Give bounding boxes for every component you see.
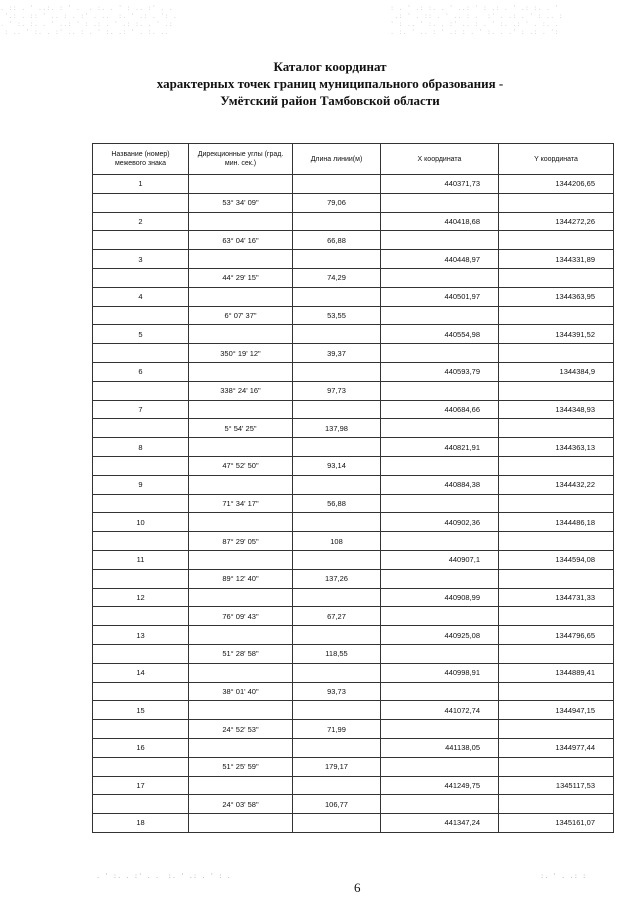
- table-row-segment: [93, 381, 614, 400]
- title-line-3: Умётский район Тамбовской области: [220, 93, 440, 108]
- direction-angle-empty: [189, 362, 293, 381]
- table-row-segment: [93, 494, 614, 513]
- direction-angle-empty: [189, 287, 293, 306]
- table-row-point: [93, 513, 614, 532]
- direction-angle-empty: [189, 814, 293, 833]
- point-name: 12: [93, 588, 189, 607]
- point-name: 3: [93, 250, 189, 269]
- y-coordinate-empty: [499, 193, 614, 212]
- point-name-empty: [93, 682, 189, 701]
- point-name-empty: [93, 268, 189, 287]
- table-row-point: [93, 400, 614, 419]
- line-length: 93,73: [293, 682, 381, 701]
- line-length: 39,37: [293, 344, 381, 363]
- line-length-empty: [293, 663, 381, 682]
- line-length: 79,06: [293, 193, 381, 212]
- x-coordinate: 440907,1: [381, 550, 499, 569]
- line-length-empty: [293, 475, 381, 494]
- x-coordinate-empty: [381, 644, 499, 663]
- line-length: 93,14: [293, 456, 381, 475]
- table-row-segment: [93, 720, 614, 739]
- line-length-empty: [293, 550, 381, 569]
- y-coordinate: 1344206,65: [499, 175, 614, 194]
- direction-angle-empty: [189, 438, 293, 457]
- table-body: [93, 175, 614, 833]
- line-length-empty: [293, 400, 381, 419]
- line-length-empty: [293, 626, 381, 645]
- table-row-segment: [93, 306, 614, 325]
- header-x-coordinate: X координата: [381, 144, 499, 175]
- header-point-name: Название (номер) межевого знака: [93, 144, 189, 175]
- x-coordinate-empty: [381, 456, 499, 475]
- line-length-empty: [293, 287, 381, 306]
- x-coordinate: 440908,99: [381, 588, 499, 607]
- y-coordinate-empty: [499, 607, 614, 626]
- direction-angle-empty: [189, 776, 293, 795]
- point-name-empty: [93, 757, 189, 776]
- x-coordinate-empty: [381, 419, 499, 438]
- x-coordinate: 440925,08: [381, 626, 499, 645]
- scan-noise-top-left: . :: . ' ..:. : ' . . :. . ' : .. :' . . '.: . :: ' .. : . :' . .. :. ' .: . ': . . ' :. :. . ' ..: ' : .: . ' .: :. . ' .: : .. ' :. . :' .. : . ' :. .: ' . :. ..: [0, 4, 178, 36]
- x-coordinate: 440684,66: [381, 400, 499, 419]
- y-coordinate: 1344272,26: [499, 212, 614, 231]
- line-length-empty: [293, 588, 381, 607]
- table-row-point: [93, 438, 614, 457]
- y-coordinate: 1344947,15: [499, 701, 614, 720]
- table-header-row: [93, 144, 614, 175]
- y-coordinate: 1344363,95: [499, 287, 614, 306]
- direction-angle-empty: [189, 626, 293, 645]
- direction-angle-empty: [189, 250, 293, 269]
- direction-angle-empty: [189, 475, 293, 494]
- point-name: 4: [93, 287, 189, 306]
- y-coordinate: 1344977,44: [499, 738, 614, 757]
- x-coordinate-empty: [381, 607, 499, 626]
- point-name-empty: [93, 720, 189, 739]
- point-name: 17: [93, 776, 189, 795]
- y-coordinate: 1344594,08: [499, 550, 614, 569]
- y-coordinate-empty: [499, 757, 614, 776]
- table-row-point: [93, 663, 614, 682]
- y-coordinate: 1345117,53: [499, 776, 614, 795]
- page-number: 6: [354, 880, 361, 895]
- x-coordinate: 441249,75: [381, 776, 499, 795]
- line-length: 71,99: [293, 720, 381, 739]
- y-coordinate-empty: [499, 569, 614, 588]
- point-name-empty: [93, 419, 189, 438]
- direction-angle: 63° 04' 16": [189, 231, 293, 250]
- table-row-segment: [93, 268, 614, 287]
- x-coordinate-empty: [381, 494, 499, 513]
- y-coordinate-empty: [499, 682, 614, 701]
- point-name-empty: [93, 569, 189, 588]
- x-coordinate: 440501,97: [381, 287, 499, 306]
- point-name-empty: [93, 381, 189, 400]
- direction-angle: 38° 01' 40": [189, 682, 293, 701]
- table-row-point: [93, 362, 614, 381]
- table-row-segment: [93, 569, 614, 588]
- y-coordinate-empty: [499, 344, 614, 363]
- x-coordinate-empty: [381, 268, 499, 287]
- table-row-segment: [93, 682, 614, 701]
- point-name: 5: [93, 325, 189, 344]
- x-coordinate-empty: [381, 720, 499, 739]
- y-coordinate-empty: [499, 419, 614, 438]
- scan-noise-bottom-right: :. ' . .: :: [540, 872, 587, 880]
- line-length: 97,73: [293, 381, 381, 400]
- table-row-segment: [93, 532, 614, 551]
- header-direction-angle: Дирекционные углы (град. мин. сек.): [189, 144, 293, 175]
- x-coordinate-empty: [381, 231, 499, 250]
- table-row-segment: [93, 607, 614, 626]
- point-name: 18: [93, 814, 189, 833]
- x-coordinate-empty: [381, 682, 499, 701]
- line-length-empty: [293, 362, 381, 381]
- y-coordinate-empty: [499, 494, 614, 513]
- table-row-point: [93, 550, 614, 569]
- line-length-empty: [293, 513, 381, 532]
- direction-angle: 89° 12' 40": [189, 569, 293, 588]
- x-coordinate: 440418,68: [381, 212, 499, 231]
- x-coordinate: 440554,98: [381, 325, 499, 344]
- point-name: 8: [93, 438, 189, 457]
- table-row-point: [93, 287, 614, 306]
- table-row-segment: [93, 231, 614, 250]
- point-name-empty: [93, 306, 189, 325]
- point-name: 1: [93, 175, 189, 194]
- line-length-empty: [293, 776, 381, 795]
- line-length-empty: [293, 738, 381, 757]
- table-row-segment: [93, 795, 614, 814]
- x-coordinate: 440448,97: [381, 250, 499, 269]
- point-name: 6: [93, 362, 189, 381]
- direction-angle-empty: [189, 212, 293, 231]
- y-coordinate: 1344384,9: [499, 362, 614, 381]
- y-coordinate: 1344391,52: [499, 325, 614, 344]
- title-line-2: характерных точек границ муниципального образования -: [156, 76, 504, 91]
- direction-angle-empty: [189, 400, 293, 419]
- table-row-segment: [93, 193, 614, 212]
- line-length-empty: [293, 701, 381, 720]
- x-coordinate: 441347,24: [381, 814, 499, 833]
- direction-angle-empty: [189, 325, 293, 344]
- direction-angle: 71° 34' 17": [189, 494, 293, 513]
- y-coordinate: 1344796,65: [499, 626, 614, 645]
- x-coordinate-empty: [381, 569, 499, 588]
- direction-angle: 24° 52' 53": [189, 720, 293, 739]
- table-row-segment: [93, 344, 614, 363]
- table-row-segment: [93, 456, 614, 475]
- line-length: 137,26: [293, 569, 381, 588]
- direction-angle: 6° 07' 37": [189, 306, 293, 325]
- direction-angle: 350° 19' 12": [189, 344, 293, 363]
- point-name-empty: [93, 193, 189, 212]
- direction-angle-empty: [189, 701, 293, 720]
- point-name-empty: [93, 344, 189, 363]
- line-length: 67,27: [293, 607, 381, 626]
- line-length: 179,17: [293, 757, 381, 776]
- y-coordinate-empty: [499, 795, 614, 814]
- point-name-empty: [93, 532, 189, 551]
- point-name: 16: [93, 738, 189, 757]
- table-row-segment: [93, 757, 614, 776]
- y-coordinate-empty: [499, 268, 614, 287]
- table-row-segment: [93, 419, 614, 438]
- y-coordinate-empty: [499, 720, 614, 739]
- x-coordinate: 441072,74: [381, 701, 499, 720]
- table-row-point: [93, 250, 614, 269]
- direction-angle-empty: [189, 738, 293, 757]
- x-coordinate: 440998,91: [381, 663, 499, 682]
- line-length: 66,88: [293, 231, 381, 250]
- point-name: 7: [93, 400, 189, 419]
- coordinates-table: [92, 143, 614, 833]
- line-length: 108: [293, 532, 381, 551]
- line-length-empty: [293, 325, 381, 344]
- direction-angle: 24° 03' 58": [189, 795, 293, 814]
- line-length-empty: [293, 175, 381, 194]
- point-name-empty: [93, 456, 189, 475]
- header-line-length: Длина линии(м): [293, 144, 381, 175]
- line-length-empty: [293, 250, 381, 269]
- table-row-segment: [93, 644, 614, 663]
- point-name: 9: [93, 475, 189, 494]
- line-length: 53,55: [293, 306, 381, 325]
- table-row-point: [93, 626, 614, 645]
- point-name: 10: [93, 513, 189, 532]
- table-row-point: [93, 701, 614, 720]
- point-name: 11: [93, 550, 189, 569]
- line-length: 118,55: [293, 644, 381, 663]
- table-row-point: [93, 588, 614, 607]
- line-length: 137,98: [293, 419, 381, 438]
- y-coordinate: 1344331,89: [499, 250, 614, 269]
- point-name-empty: [93, 607, 189, 626]
- line-length: 74,29: [293, 268, 381, 287]
- y-coordinate-empty: [499, 231, 614, 250]
- direction-angle-empty: [189, 663, 293, 682]
- y-coordinate-empty: [499, 644, 614, 663]
- line-length-empty: [293, 814, 381, 833]
- document-title: [60, 58, 600, 109]
- x-coordinate-empty: [381, 193, 499, 212]
- table-row-point: [93, 738, 614, 757]
- y-coordinate-empty: [499, 456, 614, 475]
- x-coordinate-empty: [381, 306, 499, 325]
- table-row-point: [93, 776, 614, 795]
- y-coordinate-empty: [499, 381, 614, 400]
- x-coordinate: 440593,79: [381, 362, 499, 381]
- direction-angle-empty: [189, 550, 293, 569]
- x-coordinate: 440902,36: [381, 513, 499, 532]
- direction-angle: 338° 24' 16": [189, 381, 293, 400]
- x-coordinate: 440371,73: [381, 175, 499, 194]
- point-name: 13: [93, 626, 189, 645]
- x-coordinate-empty: [381, 795, 499, 814]
- line-length-empty: [293, 438, 381, 457]
- y-coordinate: 1344348,93: [499, 400, 614, 419]
- y-coordinate: 1344363,13: [499, 438, 614, 457]
- scan-noise-top-right: : . ' .: :. . ' ..: ' : .: . ' .: :. . ' .: ' . :: . ' .. : . :' . .: . ' : .. : ' : .. ' :. . :' .. : . ' :. .: ' . :. . . :. ' .. : ' .: : . ' :. . .' : .: . ':: [390, 4, 563, 36]
- point-name-empty: [93, 795, 189, 814]
- direction-angle-empty: [189, 175, 293, 194]
- point-name: 2: [93, 212, 189, 231]
- direction-angle: 47° 52' 50": [189, 456, 293, 475]
- direction-angle: 44° 29' 15": [189, 268, 293, 287]
- direction-angle-empty: [189, 588, 293, 607]
- direction-angle: 51° 28' 58": [189, 644, 293, 663]
- line-length: 106,77: [293, 795, 381, 814]
- point-name: 14: [93, 663, 189, 682]
- direction-angle-empty: [189, 513, 293, 532]
- y-coordinate-empty: [499, 532, 614, 551]
- point-name-empty: [93, 494, 189, 513]
- table-row-point: [93, 212, 614, 231]
- direction-angle: 51° 25' 59": [189, 757, 293, 776]
- x-coordinate-empty: [381, 757, 499, 776]
- title-line-1: Каталог координат: [273, 59, 387, 74]
- table-row-point: [93, 325, 614, 344]
- direction-angle: 76° 09' 43": [189, 607, 293, 626]
- x-coordinate: 440821,91: [381, 438, 499, 457]
- y-coordinate: 1344731,33: [499, 588, 614, 607]
- x-coordinate: 441138,05: [381, 738, 499, 757]
- table-row-point: [93, 175, 614, 194]
- point-name-empty: [93, 644, 189, 663]
- x-coordinate-empty: [381, 344, 499, 363]
- y-coordinate: 1344486,18: [499, 513, 614, 532]
- y-coordinate-empty: [499, 306, 614, 325]
- direction-angle: 87° 29' 05": [189, 532, 293, 551]
- line-length-empty: [293, 212, 381, 231]
- y-coordinate: 1344889,41: [499, 663, 614, 682]
- x-coordinate-empty: [381, 532, 499, 551]
- header-y-coordinate: Y координата: [499, 144, 614, 175]
- y-coordinate: 1344432,22: [499, 475, 614, 494]
- line-length: 56,88: [293, 494, 381, 513]
- direction-angle: 53° 34' 09": [189, 193, 293, 212]
- x-coordinate-empty: [381, 381, 499, 400]
- y-coordinate: 1345161,07: [499, 814, 614, 833]
- table-row-point: [93, 475, 614, 494]
- point-name-empty: [93, 231, 189, 250]
- x-coordinate: 440884,38: [381, 475, 499, 494]
- point-name: 15: [93, 701, 189, 720]
- table-row-point: [93, 814, 614, 833]
- direction-angle: 5° 54' 25": [189, 419, 293, 438]
- scan-noise-bottom: . ' :. . :' . . :. ' .: . ' : .: [96, 872, 231, 880]
